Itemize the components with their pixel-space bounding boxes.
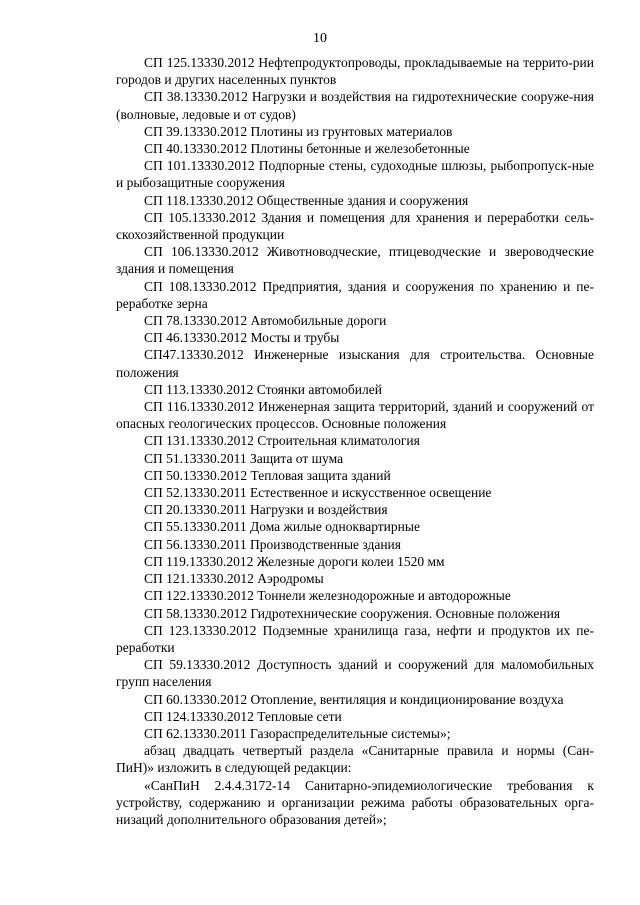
paragraph-sp-131: СП 131.13330.2012 Строительная климатология	[144, 433, 420, 449]
paragraph-sp-50: СП 50.13330.2012 Тепловая защита зданий	[144, 467, 391, 483]
paragraph-sp-118: СП 118.13330.2012 Общественные здания и сооружения	[144, 192, 469, 208]
paragraph-sp-60: СП 60.13330.2012 Отопление, вентиляция и кондиционирование воздуха	[144, 691, 564, 707]
paragraph-sp-124: СП 124.13330.2012 Тепловые сети	[144, 708, 342, 724]
paragraph-sp-105: СП 105.13330.2012 Здания и помещения для хранения и переработки сель-скохозяйственной продукции	[116, 209, 594, 243]
paragraph-sp-38: СП 38.13330.2012 Нагрузки и воздействия на гидротехнические сооруже-ния (волновые, ледовые и от судов)	[116, 89, 594, 122]
paragraph-sp-123: СП 123.13330.2012 Подземные хранилища газа, нефти и продуктов их пе-реработки	[116, 622, 594, 655]
paragraph-sp-59: СП 59.13330.2012 Доступность зданий и сооружений для маломобильных групп населения	[116, 657, 594, 690]
paragraph-sp-20: СП 20.13330.2011 Нагрузки и воздействия	[144, 502, 388, 518]
document-body	[116, 54, 594, 828]
paragraph-sp-119: СП 119.13330.2012 Железные дороги колеи 1520 мм	[144, 553, 445, 569]
paragraph-sp-106: СП 106.13330.2012 Животноводческие, птицеводческие и звероводческие здания и помещения	[116, 244, 594, 277]
paragraph-sp-46: СП 46.13330.2012 Мосты и трубы	[144, 330, 340, 346]
paragraph-sp-78: СП 78.13330.2012 Автомобильные дороги	[144, 313, 387, 329]
page-number: 10	[313, 31, 327, 46]
paragraph-sp-39: СП 39.13330.2012 Плотины из грунтовых материалов	[144, 123, 453, 139]
paragraph-sp-116: СП 116.13330.2012 Инженерная защита территорий, зданий и сооружений от опасных геологических процессов. Основные положения	[116, 399, 594, 432]
paragraph-sp-47: СП47.13330.2012 Инженерные изыскания для строительства. Основные положения	[116, 347, 594, 380]
paragraph-sp-121: СП 121.13330.2012 Аэродромы	[144, 571, 324, 587]
paragraph-sp-62: СП 62.13330.2011 Газораспределительные системы»;	[144, 725, 451, 741]
paragraph-sp-122: СП 122.13330.2012 Тоннели железнодорожные и автодорожные	[144, 588, 511, 604]
paragraph-sp-55: СП 55.13330.2011 Дома жилые одноквартирные	[144, 519, 420, 535]
paragraph-instruction: абзац двадцать четвертый раздела «Санитарные правила и нормы (Сан-ПиН)» изложить в следующей редакции:	[116, 743, 594, 776]
paragraph-sp-108: СП 108.13330.2012 Предприятия, здания и сооружения по хранению и пе-реработке зерна	[116, 278, 594, 311]
paragraph-sp-56: СП 56.13330.2011 Производственные здания	[144, 536, 401, 552]
paragraph-sp-101: СП 101.13330.2012 Подпорные стены, судоходные шлюзы, рыбопропуск-ные и рыбозащитные сооружения	[116, 158, 594, 191]
paragraph-sp-58: СП 58.13330.2012 Гидротехнические сооружения. Основные положения	[144, 605, 561, 621]
paragraph-sp-40: СП 40.13330.2012 Плотины бетонные и железобетонные	[144, 141, 470, 157]
paragraph-sp-113: СП 113.13330.2012 Стоянки автомобилей	[144, 381, 382, 397]
paragraph-sp-125: СП 125.13330.2012 Нефтепродуктопроводы, прокладываемые на террито-рии городов и других населенных пунктов	[116, 55, 594, 88]
paragraph-sanpin: «СанПиН 2.4.4.3172-14 Санитарно-эпидемиологические требования к устройству, содержанию и организации режима работы образовательных орга-низаций дополнительного образования детей»;	[116, 777, 594, 827]
paragraph-sp-51: СП 51.13330.2011 Защита от шума	[144, 450, 344, 466]
paragraph-sp-52: СП 52.13330.2011 Естественное и искусственное освещение	[144, 485, 492, 501]
